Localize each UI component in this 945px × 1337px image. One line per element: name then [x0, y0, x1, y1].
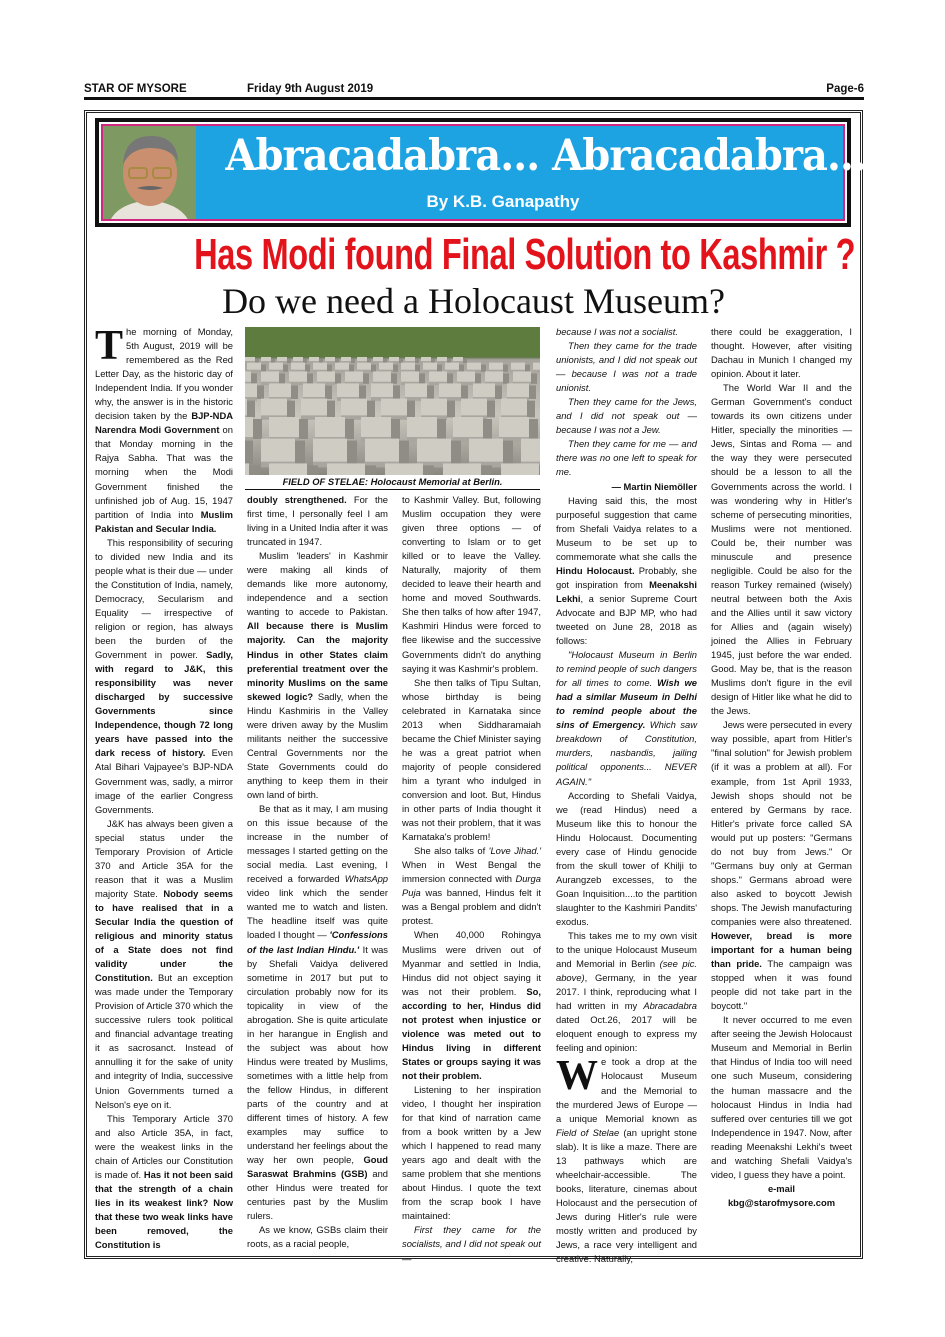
text-run: "Holocaust Museum in Berlin to remind people of such dangers for all times to come. — [556, 649, 697, 689]
text-run: Wish we had a similar Museum in Delhi to remind people about the sins of Emergency. — [556, 677, 697, 731]
text-run: e took a drop at the Holocaust Museum and the Memorial to the murdered Jews of Europe — a unique Memorial known as — [556, 1056, 697, 1124]
text-run: to Kashmir Valley. But, following Muslim occupation they were given three options — of converting to Islam or to get killed or to leave the Valley. Naturally, majority of them decided to leave their hearth and home and moved Southwards. She then talks of how after 1947, Kashmiri Hindus were forced to flee likewise and the successive Governments didn't do anything saying it was Kashmir's problem. — [402, 494, 541, 674]
text-run: , Germany, in the year 2017. I think, reproducing what I had written in my — [556, 972, 697, 1012]
paragraph — [556, 648, 697, 788]
text-run: As we know, GSBs claim their roots, as a racial people, — [247, 1224, 388, 1250]
issue-date: Friday 9th August 2019 — [247, 83, 374, 95]
text-run: dated Oct.26, 2017 will be eloquent enough to express my feeling and opinion: — [556, 1014, 697, 1054]
masthead-bar — [84, 82, 864, 98]
paragraph — [711, 1196, 852, 1210]
article-column-1 — [95, 325, 233, 1252]
paragraph — [556, 325, 697, 339]
text-run: The World War II and the German Government's conduct towards its own citizens under Hitler, specially the minorities — Jews, Sintas and Roma — and the way they were persecuted should be a lesson to all the Governments across the world. I was wondering why in Hitler's scheme of persecuting minorities, Muslims were not mentioned. Could be, their number was minuscule and presence negligible. Could be also for the reason Turkey remained (wisely) neutral between both the Axis and the Allies until it saw victory for Allies and (again wisely) joined the Allies in February 1945, just before the war ended. Good. May be, that is the reason Muslims don't figure in the evil design of Hitler like what he did to the Jews. — [711, 382, 852, 717]
text-run: When 40,000 Rohingya Muslims were driven out of Myanmar and settled in India, Hindus did not object saying it was not their problem. — [402, 929, 541, 997]
paragraph — [247, 1223, 388, 1251]
text-run: Then they came for me — and there was no one left to speak for me. — [556, 438, 697, 478]
subheadline: Do we need a Holocaust Museum? — [222, 281, 725, 321]
byline: By K.B. Ganapathy — [426, 192, 580, 211]
paragraph — [556, 480, 697, 494]
text-run: She also talks of — [414, 845, 489, 857]
holocaust-memorial-photo — [245, 327, 540, 475]
paragraph — [556, 494, 697, 649]
text-run: Jews were persecuted in every way possible, apart from Hitler's "final solution" for Jewish problem (if it was a problem at all). For example, from 1st April 1933, Jewish shops should not be entered by Germans by race. Hitler's private force called SA would put up posters: "Germans do not buy from Jews." Or "Germans buy only at German shops." Germans abroad were also asked to boycott Jewish shops. The Jewish manufacturing companies were also threatened. — [711, 719, 852, 927]
text-run: First they came for the socialists, and I did not speak out — — [402, 1224, 541, 1264]
paragraph — [247, 549, 388, 802]
paragraph — [402, 493, 541, 676]
headline-text: Has Modi found Final Solution to Kashmir ? — [194, 230, 856, 279]
text-run: Probably, she got inspiration from — [556, 564, 697, 590]
text-run: — Martin Niemöller — [611, 480, 697, 492]
paragraph — [402, 676, 541, 845]
author-portrait — [103, 126, 196, 219]
text-run: According to Shefali Vaidya, we (read Hindus) need a Museum like this to honour the Hindu Holocaust. Documenting every case of Hindu genocide from the skull tower of Khilji to Aurangzeb excesses, to the Goan Inquisition....to the partition slaughter to the Kashmiri Pandits' exodus. — [556, 789, 697, 927]
text-run: video link which the sender wanted me to watch and listen. The headline itself was quite loaded I thought — — [247, 887, 388, 941]
text-run: It was by Shefali Vaidya delivered sometime in 2017 but put to circulation probably now for its topicality in view of the abrogation. She is quite articulate in her harangue in English and the subject was about how Hindus were treated by Muslims, sometimes with a little help from the fellow Hindus, in different parts of the country and at different times of history. A few examples may suffice to understand her feelings about the way her own people, — [247, 943, 388, 1166]
paragraph — [95, 1112, 233, 1252]
drop-cap: W — [556, 1053, 598, 1100]
paragraph — [711, 381, 852, 718]
article-column-2 — [247, 493, 388, 1252]
text-run: This Temporary Article 370 and also Article 35A, in fact, were the weakest links in the chain of Articles our Constitution is made of. — [95, 1112, 233, 1180]
text-run: Then they came for the trade unionists, and I did not speak out — because I was not a trade unionist. — [556, 340, 697, 394]
paragraph — [402, 928, 541, 1083]
paragraph — [247, 802, 388, 1223]
text-run: he morning of Monday, 5th August, 2019 will be remembered as the Red Letter Day, as the historic day of Independent India. If you wonder why, the answer is in the historic decision taken by the — [95, 326, 233, 422]
text-run: , a senior Supreme Court Advocate and BJP MP, who had tweeted on June 28, 2018 as follows: — [556, 592, 697, 647]
text-run: But an exception was made under the Temporary Provision of Article 370 which the successive rulers took political and financial advantage treating it as sacrosanct. Instead of annulling it for the sake of unity and integrity of India, successive Union Governments turned a Nelson's eye on it. — [95, 972, 233, 1110]
text-run: BJP-NDA Narendra Modi Government — [95, 410, 233, 436]
paragraph — [711, 1182, 852, 1196]
text-run: Having said this, the most purposeful suggestion that came from Shefali Vaidya relates to a Museum to be set up to commemorate what she calls the — [556, 494, 697, 562]
text-run: Even Atal Bihari Vajpayee's BJP-NDA Government was, sadly, a mirror image of the earlier Congress Governments. — [95, 747, 233, 815]
paragraph — [95, 536, 233, 817]
paragraph — [556, 789, 697, 929]
text-run: For the first time, I personally feel I am living in a United India after it was truncated in 1947. — [247, 494, 388, 548]
text-run: Hindu Holocaust. — [556, 564, 635, 576]
text-run: Nobody seems to have realised that in a Secular India the question of religious and minority status of a State does not find validity under the Constitution. — [95, 887, 234, 984]
text-run: Goud Saraswat Brahmins (GSB) — [247, 1154, 388, 1180]
text-run: 'Confessions of the last Indian Hindu.' — [247, 929, 388, 955]
text-run: (an upright stone slab). It is like a maze. There are 13 pathways which are wheelchair-accessible. The books, literature, cinemas about Holocaust and the persecution of Jews during Hitler's rule were mostly written and produced by Jews, a race very intelligent and creative. Naturally, — [556, 1126, 697, 1265]
article-column-4 — [556, 325, 697, 1266]
text-run: This responsibility of securing to divided new India and its people what is their due — under the Constitution of India, namely, Democracy, Secularism and Equality — irrespective of religion or region, has always been the burden of the Government in power. — [95, 536, 233, 661]
headline — [194, 230, 856, 279]
text-run: However, bread is more important for a human being than pride. — [711, 930, 852, 970]
article-column-5 — [711, 325, 852, 1210]
paragraph — [247, 493, 388, 549]
text-run: Has it not been said that the strength of a chain lies in its weakest link? Now that these two weak links have been removed, the Constitution is — [95, 1168, 233, 1251]
paragraph — [556, 339, 697, 395]
text-run: J&K has always been given a special status under the Temporary Provision of Article 370 and Article 35A for the reason that it was a Muslim majority State. — [95, 817, 233, 899]
article-column-3 — [402, 493, 541, 1266]
paragraph — [402, 1083, 541, 1223]
text-run: on that Monday morning in the Rajya Sabha. That was the morning when the Modi Government finished the unfinished job of Aug. 15, 1947 partition of India into — [95, 424, 233, 520]
text-run: It never occurred to me even after seeing the Jewish Holocaust Museum and Memorial in Berlin that Hindus of India too will need one such Museum, considering the human massacre and the holocaust Hindus in India had suffered over centuries till we got Independence in 1947. Now, after reading Meenakshi Lekhi's tweet and watching Shefali Vaidya's video, I guess they have a point. — [711, 1014, 852, 1180]
text-run: Which saw breakdown of Constitution, murders, nasbandis, jailing political opponents... NEVER AGAIN." — [556, 719, 697, 787]
text-run: was banned, Hindus felt it was a Bengal problem and didn't protest. — [402, 887, 541, 927]
text-run: doubly strengthened. — [247, 494, 347, 505]
text-run: and other Hindus were treated for centuries past by the Muslim rulers. — [247, 1168, 388, 1222]
masthead-rule — [84, 97, 864, 100]
text-run: The campaign was stopped when it was found people did not take part in the boycott." — [711, 958, 853, 1012]
paragraph — [402, 844, 541, 928]
photo-caption: FIELD OF STELAE: Holocaust Memorial at Berlin. — [245, 476, 540, 490]
text-run: 'Love Jihad.' — [488, 845, 541, 857]
text-run: Field of Stelae — [556, 1126, 620, 1138]
page-number: Page-6 — [826, 83, 864, 95]
column-header — [95, 118, 866, 227]
text-run: Meenakshi Lekhi — [556, 578, 697, 604]
text-run: because I was not a socialist. — [556, 326, 678, 337]
text-run: (see pic. above) — [556, 958, 697, 984]
paragraph — [711, 1013, 852, 1182]
text-run: Then they came for the Jews, and I did not speak out —because I was not a Jew. — [556, 396, 697, 436]
paragraph — [95, 817, 233, 1112]
text-run: Sadly, with regard to J&K, this responsibility was never discharged by successive Governments since Independence, though 72 long years have passed into the dark recess of history. — [95, 649, 233, 759]
text-run: Abracadabra — [643, 1000, 697, 1012]
text-run: Listening to her inspiration video, I thought her inspiration for that kind of narration came from a book written by a Jew which I happened to read many years ago and dealt with the same problem that she mentions about Hindus. I quote the text from the scrap book I have maintained: — [402, 1083, 541, 1222]
text-run: So, according to her, Hindus did not protest when injustice or violence was meted out to Hindus living in different States or groups saying it was not their problem. — [402, 985, 541, 1081]
paragraph — [402, 1223, 541, 1265]
paragraph — [556, 395, 697, 437]
text-run: WhatsApp — [344, 873, 388, 885]
text-run: All because there is Muslim majority. Can the majority Hindus in other States claim preferential treatment over the minority Muslims on the same skewed logic? — [247, 620, 388, 702]
text-run: Be that as it may, I am musing on this issue because of the increase in the number of messages I started getting on the social media. Last evening, I received a forwarded — [247, 803, 388, 885]
text-run: Muslim 'leaders' in Kashmir were making all kinds of demands like more autonomy, independence and a section wanting to accede to Pakistan. — [247, 550, 388, 618]
text-run: This takes me to my own visit to the unique Holocaust Museum and Memorial in Berlin — [556, 930, 697, 970]
paragraph — [711, 718, 852, 1013]
text-run: there could be exaggeration, I thought. However, after visiting Dachau in Munich I changed my opinion. About it later. — [711, 326, 852, 380]
paragraph — [556, 1055, 697, 1266]
text-run: kbg@starofmysore.com — [727, 1196, 836, 1208]
text-run: e-mail — [767, 1182, 796, 1194]
column-title: Abracadabra... Abracadabra... — [225, 131, 866, 181]
paper-name: STAR OF MYSORE — [84, 83, 187, 95]
text-run: Sadly, when the Hindu Kashmiris in the Valley were driven away by the Muslim militants neither the successive Central Governments nor the State Governments could do anything to keep them in their own land of birth. — [247, 690, 388, 800]
text-run: Durga Puja — [402, 873, 541, 899]
text-run: Muslim Pakistan and Secular India. — [95, 508, 233, 534]
paragraph — [95, 325, 233, 536]
stelae-illustration — [245, 327, 540, 475]
paragraph — [711, 325, 852, 381]
text-run: She then talks of Tipu Sultan, whose birthday is being celebrated in Karnataka since 2013 when Siddharamaiah became the Chief Minister saying he was a great patriot when majority of people considered him a tyrant who indulged in conversion and loot. But, Hindus in other parts of India thought it was not their problem, that it was Karnataka's problem! — [402, 676, 541, 843]
paragraph — [556, 929, 697, 1055]
drop-cap: T — [95, 323, 124, 369]
text-run: When in West Bengal the immersion connected with — [402, 859, 541, 885]
paragraph — [556, 437, 697, 479]
